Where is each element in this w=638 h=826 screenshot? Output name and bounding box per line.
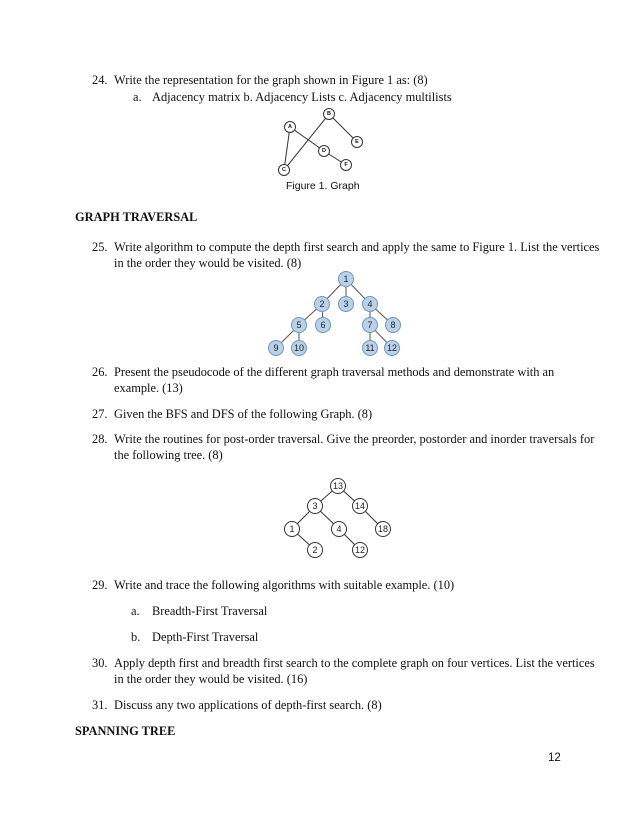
svg-text:1: 1 — [343, 274, 349, 284]
q29-item-b-label: b. — [131, 630, 141, 644]
svg-text:B: B — [327, 111, 331, 117]
svg-text:11: 11 — [365, 343, 375, 353]
q29-item-a-text: Breadth-First Traversal — [152, 604, 268, 618]
node-e — [352, 137, 363, 148]
tree2-node-13 — [331, 479, 346, 494]
q24-text: Write the representation for the graph shown in Figure 1 as: (8) — [114, 73, 428, 87]
q26-line1: Present the pseudocode of the different graph traversal methods and demonstrate with an — [114, 365, 555, 379]
svg-text:7: 7 — [367, 320, 373, 330]
tree2-node-18 — [376, 522, 391, 537]
edge-a-d — [290, 127, 324, 151]
svg-text:F: F — [344, 162, 348, 168]
q31-text: Discuss any two applications of depth-first search. (8) — [114, 698, 382, 712]
svg-text:18: 18 — [377, 524, 389, 534]
svg-text:10: 10 — [293, 343, 305, 353]
svg-text:2: 2 — [312, 545, 318, 555]
tree2-node-1 — [285, 522, 300, 537]
section-graph-traversal: GRAPH TRAVERSAL — [75, 210, 198, 224]
q24-sub-text: Adjacency matrix b. Adjacency Lists c. Adjacency multilists — [152, 90, 452, 104]
node-a — [285, 122, 296, 133]
tree1-node-9 — [269, 341, 284, 356]
q31-number: 31. — [92, 698, 108, 712]
svg-text:8: 8 — [390, 320, 396, 330]
figure1-graph — [270, 105, 370, 195]
q26-number: 26. — [92, 365, 108, 379]
tree1-node-7 — [363, 318, 378, 333]
node-d — [319, 146, 330, 157]
tree2-node-12 — [353, 543, 368, 558]
q28-number: 28. — [92, 432, 108, 446]
tree1-node-6 — [316, 318, 331, 333]
q29-number: 29. — [92, 578, 108, 592]
tree2-node-14 — [353, 499, 368, 514]
q26-line2: example. (13) — [114, 381, 183, 395]
node-f — [341, 160, 352, 171]
svg-text:3: 3 — [312, 501, 318, 511]
tree1-node-3 — [339, 297, 354, 312]
q24-sub-label: a. — [133, 90, 142, 104]
tree1-node-2 — [315, 297, 330, 312]
svg-text:2: 2 — [319, 299, 325, 309]
svg-text:5: 5 — [296, 320, 302, 330]
q27-number: 27. — [92, 407, 108, 421]
tree2-node-2 — [308, 543, 323, 558]
svg-text:6: 6 — [320, 320, 326, 330]
svg-text:D: D — [322, 148, 326, 154]
svg-text:12: 12 — [386, 343, 398, 353]
svg-text:4: 4 — [336, 524, 342, 534]
tree1-node-4 — [363, 297, 378, 312]
tree1-node-5 — [292, 318, 307, 333]
q25-number: 25. — [92, 240, 108, 254]
tree2-node-3 — [308, 499, 323, 514]
svg-text:A: A — [288, 124, 292, 130]
svg-text:3: 3 — [343, 299, 349, 309]
q29-item-a-label: a. — [131, 604, 140, 618]
tree2-node-4 — [332, 522, 347, 537]
svg-text:E: E — [355, 139, 359, 145]
q25-line2: in the order they would be visited. (8) — [114, 256, 302, 270]
q30-line2: in the order they would be visited. (16) — [114, 672, 308, 686]
q29-text: Write and trace the following algorithms with suitable example. (10) — [114, 578, 455, 592]
q24-number: 24. — [92, 73, 108, 87]
q27-text: Given the BFS and DFS of the following Graph. (8) — [114, 407, 373, 421]
svg-text:13: 13 — [332, 481, 344, 491]
q28-line1: Write the routines for post-order traversal. Give the preorder, postorder and inorder traversals for — [114, 432, 595, 446]
q28-line2: the following tree. (8) — [114, 448, 223, 462]
tree1-node-8 — [386, 318, 401, 333]
tree1-node-10 — [292, 341, 307, 356]
tree1-diagram — [265, 268, 405, 360]
svg-text:C: C — [282, 167, 286, 173]
tree1-node-11 — [363, 341, 378, 356]
tree1-node-1 — [339, 272, 354, 287]
svg-text:4: 4 — [367, 299, 373, 309]
svg-text:1: 1 — [289, 524, 295, 534]
svg-text:14: 14 — [354, 501, 366, 511]
page-number: 12 — [548, 752, 561, 764]
q30-line1: Apply depth first and breadth first search to the complete graph on four vertices. List the vertices — [114, 656, 595, 670]
svg-text:12: 12 — [354, 545, 366, 555]
svg-text:9: 9 — [273, 343, 279, 353]
node-c — [279, 165, 290, 176]
q25-line1: Write algorithm to compute the depth first search and apply the same to Figure 1. List the vertices — [114, 240, 600, 254]
q29-item-b-text: Depth-First Traversal — [152, 630, 259, 644]
figure1-caption: Figure 1. Graph — [286, 180, 360, 192]
node-b — [324, 109, 335, 120]
q30-number: 30. — [92, 656, 108, 670]
section-spanning-tree: SPANNING TREE — [75, 724, 176, 738]
tree1-node-12 — [385, 341, 400, 356]
tree2-diagram — [278, 476, 398, 562]
